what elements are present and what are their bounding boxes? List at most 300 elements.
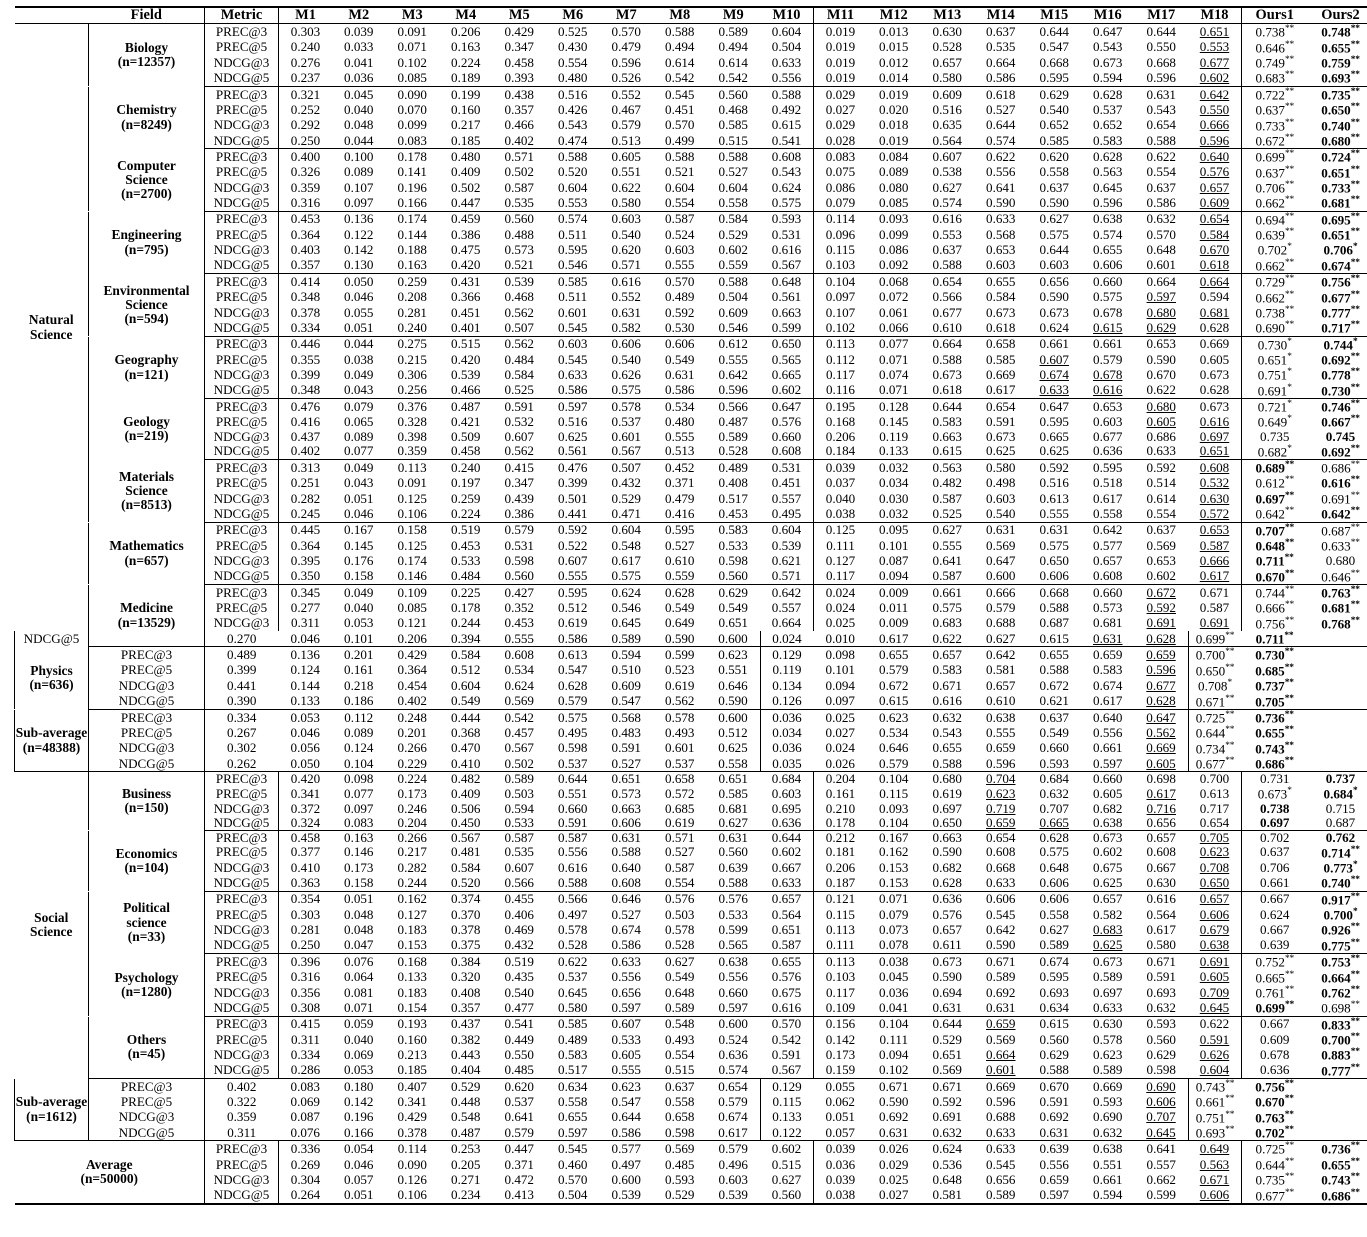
metric-value-cell: 0.629 (1135, 320, 1189, 336)
metric-value-cell: 0.502 (493, 165, 547, 180)
metric-value-cell: 0.402 (386, 694, 440, 710)
metric-value-cell: 0.633 (974, 1141, 1028, 1156)
metric-value-cell: 0.515 (653, 1063, 707, 1079)
metric-value-cell: 0.100 (332, 149, 386, 164)
ours2-value-cell: 0.714** (1308, 845, 1367, 860)
metric-value-cell: 0.684 (760, 772, 814, 786)
metric-value-cell: 0.185 (439, 133, 493, 149)
table-row (15, 24, 1367, 39)
metric-value-cell: 0.524 (707, 1032, 761, 1047)
metric-value-cell: 0.590 (921, 970, 975, 985)
metric-value-cell: 0.077 (332, 786, 386, 801)
metric-value-cell: 0.560 (493, 212, 547, 227)
metric-value-cell: 0.011 (867, 600, 921, 615)
significance-marker: ** (1285, 1172, 1294, 1182)
metric-value-cell: 0.420 (279, 772, 333, 786)
metric-value-cell: 0.050 (332, 274, 386, 289)
metric-value-cell: 0.071 (867, 352, 921, 367)
metric-value-cell: 0.618 (974, 320, 1028, 336)
metric-value-cell: 0.588 (1135, 133, 1189, 149)
metric-value-cell: 0.053 (332, 616, 386, 631)
metric-value-cell: 0.590 (653, 631, 707, 647)
metric-value-cell: 0.664 (974, 1047, 1028, 1062)
metric-value-cell: 0.603 (760, 786, 814, 801)
metric-value-cell: 0.618 (974, 87, 1028, 102)
metric-value-cell: 0.697 (1188, 430, 1242, 444)
metric-value-cell: 0.217 (439, 118, 493, 133)
metric-value-cell: 0.621 (760, 553, 814, 568)
table-row (15, 954, 1367, 969)
model-column-header-m16: M16 (1081, 8, 1135, 24)
metric-value-cell: 0.642 (1081, 523, 1135, 538)
table-row (15, 1000, 1367, 1016)
significance-marker: ** (1285, 274, 1294, 284)
field-label: Biology (n=12357) (89, 24, 205, 86)
metric-value-cell: 0.090 (386, 87, 440, 102)
ours1-value-cell: 0.731 (1242, 772, 1308, 786)
metric-value-cell: 0.531 (493, 538, 547, 553)
metric-value-cell: 0.116 (814, 383, 868, 399)
metric-value-cell: 0.645 (1135, 1125, 1189, 1141)
metric-value-cell: 0.669 (1188, 337, 1242, 352)
metric-value-cell: 0.540 (974, 506, 1028, 522)
table-row (15, 553, 1367, 568)
metric-value-cell: 0.437 (439, 1017, 493, 1032)
significance-marker: ** (1351, 1063, 1360, 1073)
significance-marker: ** (1285, 523, 1294, 533)
metric-label: NDCG@3 (89, 678, 205, 693)
metric-value-cell: 0.099 (867, 227, 921, 242)
metric-value-cell: 0.594 (1081, 1188, 1135, 1204)
metric-value-cell: 0.435 (493, 970, 547, 985)
ours1-value-cell: 0.730* (1242, 337, 1308, 352)
metric-value-cell: 0.540 (1028, 102, 1082, 117)
metric-value-cell: 0.647 (974, 553, 1028, 568)
metric-value-cell: 0.536 (921, 1157, 975, 1172)
significance-marker: ** (1285, 133, 1294, 143)
metric-value-cell: 0.024 (814, 585, 868, 600)
table-row (15, 1141, 1367, 1156)
metric-value-cell: 0.615 (1028, 1017, 1082, 1032)
field-label: Political science (n=33) (89, 892, 205, 954)
metric-value-cell: 0.394 (439, 631, 493, 647)
metric-value-cell: 0.043 (332, 383, 386, 399)
metric-value-cell: 0.628 (1028, 831, 1082, 845)
metric-value-cell: 0.600 (974, 569, 1028, 585)
field-sample-count: (n=636) (15, 678, 88, 692)
metric-value-cell: 0.635 (921, 118, 975, 133)
table-row (15, 149, 1367, 164)
significance-marker: ** (1225, 756, 1234, 766)
metric-value-cell: 0.432 (600, 475, 654, 490)
metric-value-cell: 0.668 (1028, 585, 1082, 600)
ours1-value-cell: 0.708* (1188, 678, 1242, 693)
metric-value-cell: 0.534 (867, 725, 921, 740)
metric-value-cell: 0.347 (493, 40, 547, 55)
significance-marker: ** (1285, 1000, 1294, 1010)
significance-marker: ** (1285, 678, 1294, 688)
ours2-value-cell: 0.651** (1308, 165, 1367, 180)
metric-value-cell: 0.588 (1028, 600, 1082, 615)
metric-label: PREC@5 (205, 102, 279, 117)
metric-value-cell: 0.133 (386, 970, 440, 985)
metric-value-cell: 0.094 (867, 1047, 921, 1062)
metric-value-cell: 0.615 (1081, 320, 1135, 336)
metric-value-cell: 0.133 (760, 1110, 814, 1125)
metric-value-cell: 0.547 (546, 663, 600, 678)
metric-value-cell: 0.522 (546, 538, 600, 553)
metric-value-cell: 0.670 (1188, 242, 1242, 257)
metric-value-cell: 0.655 (546, 1110, 600, 1125)
metric-value-cell: 0.638 (707, 954, 761, 969)
metric-value-cell: 0.049 (332, 460, 386, 475)
metric-value-cell: 0.471 (600, 506, 654, 522)
metric-value-cell: 0.459 (439, 212, 493, 227)
metric-value-cell: 0.589 (707, 24, 761, 39)
metric-value-cell: 0.523 (653, 663, 707, 678)
ours1-value-cell: 0.725** (1188, 710, 1242, 725)
metric-value-cell: 0.627 (921, 523, 975, 538)
metric-value-cell: 0.659 (1081, 647, 1135, 662)
table-row (15, 1017, 1367, 1032)
metric-value-cell: 0.528 (546, 938, 600, 954)
metric-value-cell: 0.644 (600, 1110, 654, 1125)
metric-value-cell: 0.445 (279, 523, 333, 538)
ours2-value-cell: 0.700** (1308, 1032, 1367, 1047)
metric-value-cell: 0.578 (600, 399, 654, 414)
metric-value-cell: 0.660 (1081, 274, 1135, 289)
ours2-value-cell: 0.724** (1308, 149, 1367, 164)
metric-value-cell: 0.102 (814, 320, 868, 336)
metric-value-cell: 0.598 (707, 553, 761, 568)
metric-value-cell: 0.608 (600, 875, 654, 891)
metric-value-cell: 0.574 (921, 195, 975, 211)
metric-value-cell: 0.608 (1135, 845, 1189, 860)
metric-value-cell: 0.583 (921, 663, 975, 678)
table-row (15, 414, 1367, 429)
metric-value-cell: 0.596 (1135, 663, 1189, 678)
metric-value-cell: 0.057 (814, 1125, 868, 1141)
metric-value-cell: 0.558 (546, 1094, 600, 1109)
metric-value-cell: 0.512 (439, 663, 493, 678)
metric-value-cell: 0.525 (921, 506, 975, 522)
metric-value-cell: 0.097 (814, 290, 868, 305)
metric-value-cell: 0.660 (1081, 585, 1135, 600)
metric-value-cell: 0.698 (1135, 772, 1189, 786)
metric-value-cell: 0.691 (1135, 616, 1189, 631)
metric-value-cell: 0.596 (974, 1094, 1028, 1109)
metric-value-cell: 0.595 (1028, 414, 1082, 429)
metric-label: PREC@3 (205, 337, 279, 352)
metric-value-cell: 0.595 (546, 585, 600, 600)
metric-value-cell: 0.124 (279, 663, 333, 678)
metric-value-cell: 0.476 (546, 460, 600, 475)
metric-value-cell: 0.109 (814, 1000, 868, 1016)
metric-value-cell: 0.627 (1028, 212, 1082, 227)
metric-value-cell: 0.653 (1135, 553, 1189, 568)
metric-value-cell: 0.560 (1028, 1032, 1082, 1047)
metric-value-cell: 0.537 (600, 414, 654, 429)
significance-marker: * (1353, 860, 1358, 870)
metric-value-cell: 0.446 (279, 337, 333, 352)
metric-value-cell: 0.320 (439, 970, 493, 985)
metric-value-cell: 0.628 (921, 875, 975, 891)
metric-value-cell: 0.644 (1135, 24, 1189, 39)
ours2-value-cell: 0.693** (1308, 70, 1367, 86)
metric-value-cell: 0.603 (974, 491, 1028, 506)
metric-value-cell: 0.528 (921, 40, 975, 55)
metric-value-cell: 0.549 (439, 694, 493, 710)
metric-value-cell: 0.581 (921, 1188, 975, 1204)
metric-value-cell: 0.632 (1028, 786, 1082, 801)
significance-marker: ** (1285, 725, 1294, 735)
metric-value-cell: 0.095 (867, 523, 921, 538)
metric-value-cell: 0.664 (760, 616, 814, 631)
metric-value-cell: 0.654 (707, 1079, 761, 1094)
metric-value-cell: 0.550 (493, 1047, 547, 1062)
metric-value-cell: 0.569 (974, 1032, 1028, 1047)
ours2-value-cell: 0.705** (1242, 694, 1308, 710)
significance-marker: ** (1285, 118, 1294, 128)
metric-value-cell: 0.071 (867, 383, 921, 399)
metric-value-cell: 0.677 (921, 305, 975, 320)
metric-value-cell: 0.103 (814, 258, 868, 274)
metric-value-cell: 0.519 (439, 523, 493, 538)
metric-value-cell: 0.083 (386, 133, 440, 149)
metric-value-cell: 0.606 (1081, 258, 1135, 274)
metric-value-cell: 0.350 (279, 569, 333, 585)
metric-value-cell: 0.631 (1081, 631, 1135, 647)
metric-value-cell: 0.631 (867, 1125, 921, 1141)
metric-value-cell: 0.604 (439, 678, 493, 693)
metric-value-cell: 0.590 (1028, 195, 1082, 211)
metric-value-cell: 0.617 (1081, 491, 1135, 506)
metric-value-cell: 0.038 (332, 352, 386, 367)
metric-label: PREC@5 (205, 475, 279, 490)
metric-value-cell: 0.638 (1081, 816, 1135, 831)
metric-value-cell: 0.583 (546, 1047, 600, 1062)
metric-value-cell: 0.657 (974, 678, 1028, 693)
metric-value-cell: 0.024 (760, 631, 814, 647)
metric-value-cell: 0.146 (332, 845, 386, 860)
metric-value-cell: 0.497 (600, 1157, 654, 1172)
ours1-value-cell: 0.711** (1242, 553, 1308, 568)
significance-marker: ** (1285, 585, 1294, 595)
metric-value-cell: 0.631 (1028, 1125, 1082, 1141)
ours1-value-cell: 0.662** (1242, 290, 1308, 305)
metric-label: NDCG@3 (205, 616, 279, 631)
metric-value-cell: 0.051 (332, 320, 386, 336)
metric-value-cell: 0.644 (1028, 24, 1082, 39)
metric-value-cell: 0.597 (1081, 756, 1135, 772)
metric-value-cell: 0.126 (386, 1172, 440, 1187)
metric-value-cell: 0.567 (600, 444, 654, 460)
metric-value-cell: 0.119 (760, 663, 814, 678)
table-row (15, 1094, 1367, 1109)
metric-value-cell: 0.599 (707, 922, 761, 937)
metric-value-cell: 0.543 (760, 165, 814, 180)
metric-value-cell: 0.158 (386, 523, 440, 538)
metric-value-cell: 0.647 (760, 399, 814, 414)
significance-marker: * (1287, 367, 1292, 377)
metric-value-cell: 0.040 (814, 491, 868, 506)
field-label: Economics (n=104) (89, 831, 205, 892)
metric-value-cell: 0.410 (279, 860, 333, 875)
metric-value-cell: 0.409 (439, 786, 493, 801)
significance-marker: ** (1351, 491, 1360, 501)
field-label: Geology (n=219) (89, 399, 205, 460)
metric-value-cell: 0.532 (493, 414, 547, 429)
ours-column-header-ours1: Ours1 (1242, 8, 1308, 24)
metric-value-cell: 0.115 (814, 242, 868, 257)
metric-value-cell: 0.040 (332, 600, 386, 615)
significance-marker: ** (1285, 954, 1294, 964)
metric-value-cell: 0.653 (974, 242, 1028, 257)
metric-value-cell: 0.576 (1188, 165, 1242, 180)
metric-value-cell: 0.603 (600, 212, 654, 227)
metric-value-cell: 0.628 (653, 585, 707, 600)
significance-marker: ** (1351, 212, 1360, 222)
metric-label: NDCG@3 (205, 802, 279, 816)
metric-value-cell: 0.672 (867, 678, 921, 693)
metric-value-cell: 0.184 (814, 444, 868, 460)
metric-value-cell: 0.605 (1188, 352, 1242, 367)
metric-value-cell: 0.010 (814, 631, 868, 647)
metric-value-cell: 0.695 (760, 802, 814, 816)
metric-value-cell: 0.101 (814, 663, 868, 678)
metric-value-cell: 0.642 (974, 922, 1028, 937)
metric-value-cell: 0.602 (1188, 70, 1242, 86)
significance-marker: ** (1351, 845, 1360, 855)
metric-value-cell: 0.672 (1135, 585, 1189, 600)
significance-marker: ** (1285, 460, 1294, 470)
metric-value-cell: 0.688 (974, 616, 1028, 631)
table-row (15, 1047, 1367, 1062)
metric-value-cell: 0.601 (653, 741, 707, 756)
ours2-value-cell: 0.650** (1308, 102, 1367, 117)
metric-value-cell: 0.558 (1081, 506, 1135, 522)
table-row (15, 616, 1367, 631)
metric-value-cell: 0.619 (546, 616, 600, 631)
metric-value-cell: 0.206 (814, 430, 868, 444)
metric-value-cell: 0.027 (814, 725, 868, 740)
metric-value-cell: 0.499 (653, 133, 707, 149)
metric-value-cell: 0.035 (760, 756, 814, 772)
ours2-value-cell: 0.681** (1308, 195, 1367, 211)
metric-value-cell: 0.550 (1188, 102, 1242, 117)
metric-value-cell: 0.396 (279, 954, 333, 969)
metric-value-cell: 0.099 (386, 118, 440, 133)
metric-value-cell: 0.517 (707, 491, 761, 506)
metric-value-cell: 0.633 (1028, 383, 1082, 399)
metric-value-cell: 0.586 (974, 70, 1028, 86)
significance-marker: ** (1351, 102, 1360, 112)
metric-value-cell: 0.407 (386, 1079, 440, 1094)
metric-value-cell: 0.670 (1028, 1079, 1082, 1094)
metric-label: NDCG@3 (205, 985, 279, 1000)
metric-value-cell: 0.224 (439, 506, 493, 522)
metric-value-cell: 0.534 (493, 663, 547, 678)
metric-label: PREC@3 (205, 831, 279, 845)
significance-marker: ** (1225, 1125, 1234, 1135)
table-row (15, 87, 1367, 102)
metric-value-cell: 0.632 (921, 710, 975, 725)
metric-value-cell: 0.047 (332, 938, 386, 954)
significance-marker: ** (1351, 40, 1360, 50)
metric-value-cell: 0.122 (760, 1125, 814, 1141)
metric-value-cell: 0.575 (1028, 538, 1082, 553)
table-row (15, 506, 1367, 522)
metric-value-cell: 0.622 (921, 631, 975, 647)
metric-value-cell: 0.580 (546, 1000, 600, 1016)
metric-value-cell: 0.356 (279, 985, 333, 1000)
metric-value-cell: 0.313 (279, 460, 333, 475)
metric-value-cell: 0.606 (1188, 907, 1242, 922)
significance-marker: ** (1351, 305, 1360, 315)
metric-value-cell: 0.432 (493, 938, 547, 954)
metric-value-cell: 0.244 (386, 875, 440, 891)
metric-value-cell: 0.036 (867, 985, 921, 1000)
metric-value-cell: 0.628 (1081, 87, 1135, 102)
significance-marker: ** (1351, 970, 1360, 980)
metric-value-cell: 0.166 (386, 195, 440, 211)
metric-value-cell: 0.619 (653, 678, 707, 693)
metric-value-cell: 0.341 (279, 786, 333, 801)
metric-value-cell: 0.578 (653, 710, 707, 725)
metric-value-cell: 0.555 (600, 1063, 654, 1079)
ours1-value-cell: 0.722** (1242, 87, 1308, 102)
metric-value-cell: 0.302 (205, 741, 279, 756)
metric-value-cell: 0.683 (1081, 922, 1135, 937)
ours2-value-cell: 0.651** (1308, 227, 1367, 242)
metric-value-cell: 0.633 (1135, 444, 1189, 460)
significance-marker: ** (1351, 133, 1360, 143)
metric-value-cell: 0.569 (974, 538, 1028, 553)
metric-value-cell: 0.605 (1081, 786, 1135, 801)
metric-value-cell: 0.651 (600, 772, 654, 786)
field-label: Materials Science (n=8513) (89, 460, 205, 522)
model-column-header-m11: M11 (814, 8, 868, 24)
metric-value-cell: 0.637 (653, 1079, 707, 1094)
metric-value-cell: 0.571 (653, 831, 707, 845)
metric-value-cell: 0.609 (707, 305, 761, 320)
significance-marker: ** (1351, 875, 1360, 885)
metric-value-cell: 0.521 (653, 165, 707, 180)
metric-value-cell: 0.104 (814, 274, 868, 289)
metric-value-cell: 0.106 (386, 506, 440, 522)
metric-value-cell: 0.102 (867, 1063, 921, 1079)
metric-value-cell: 0.487 (439, 399, 493, 414)
metric-value-cell: 0.368 (439, 725, 493, 740)
metric-value-cell: 0.548 (439, 1110, 493, 1125)
ours2-value-cell: 0.698** (1308, 1000, 1367, 1016)
metric-value-cell: 0.009 (867, 616, 921, 631)
metric-value-cell: 0.662 (1135, 1172, 1189, 1187)
table-row (15, 274, 1367, 289)
metric-value-cell: 0.034 (867, 475, 921, 490)
metric-value-cell: 0.627 (707, 816, 761, 831)
metric-value-cell: 0.266 (386, 831, 440, 845)
field-sample-count: (n=1280) (89, 985, 204, 999)
table-row (15, 118, 1367, 133)
field-sample-count: (n=8513) (89, 498, 204, 512)
metric-value-cell: 0.624 (600, 585, 654, 600)
metric-value-cell: 0.206 (386, 631, 440, 647)
metric-value-cell: 0.640 (600, 860, 654, 875)
metric-value-cell: 0.019 (867, 87, 921, 102)
metric-value-cell: 0.681 (1188, 305, 1242, 320)
metric-value-cell: 0.570 (1135, 227, 1189, 242)
